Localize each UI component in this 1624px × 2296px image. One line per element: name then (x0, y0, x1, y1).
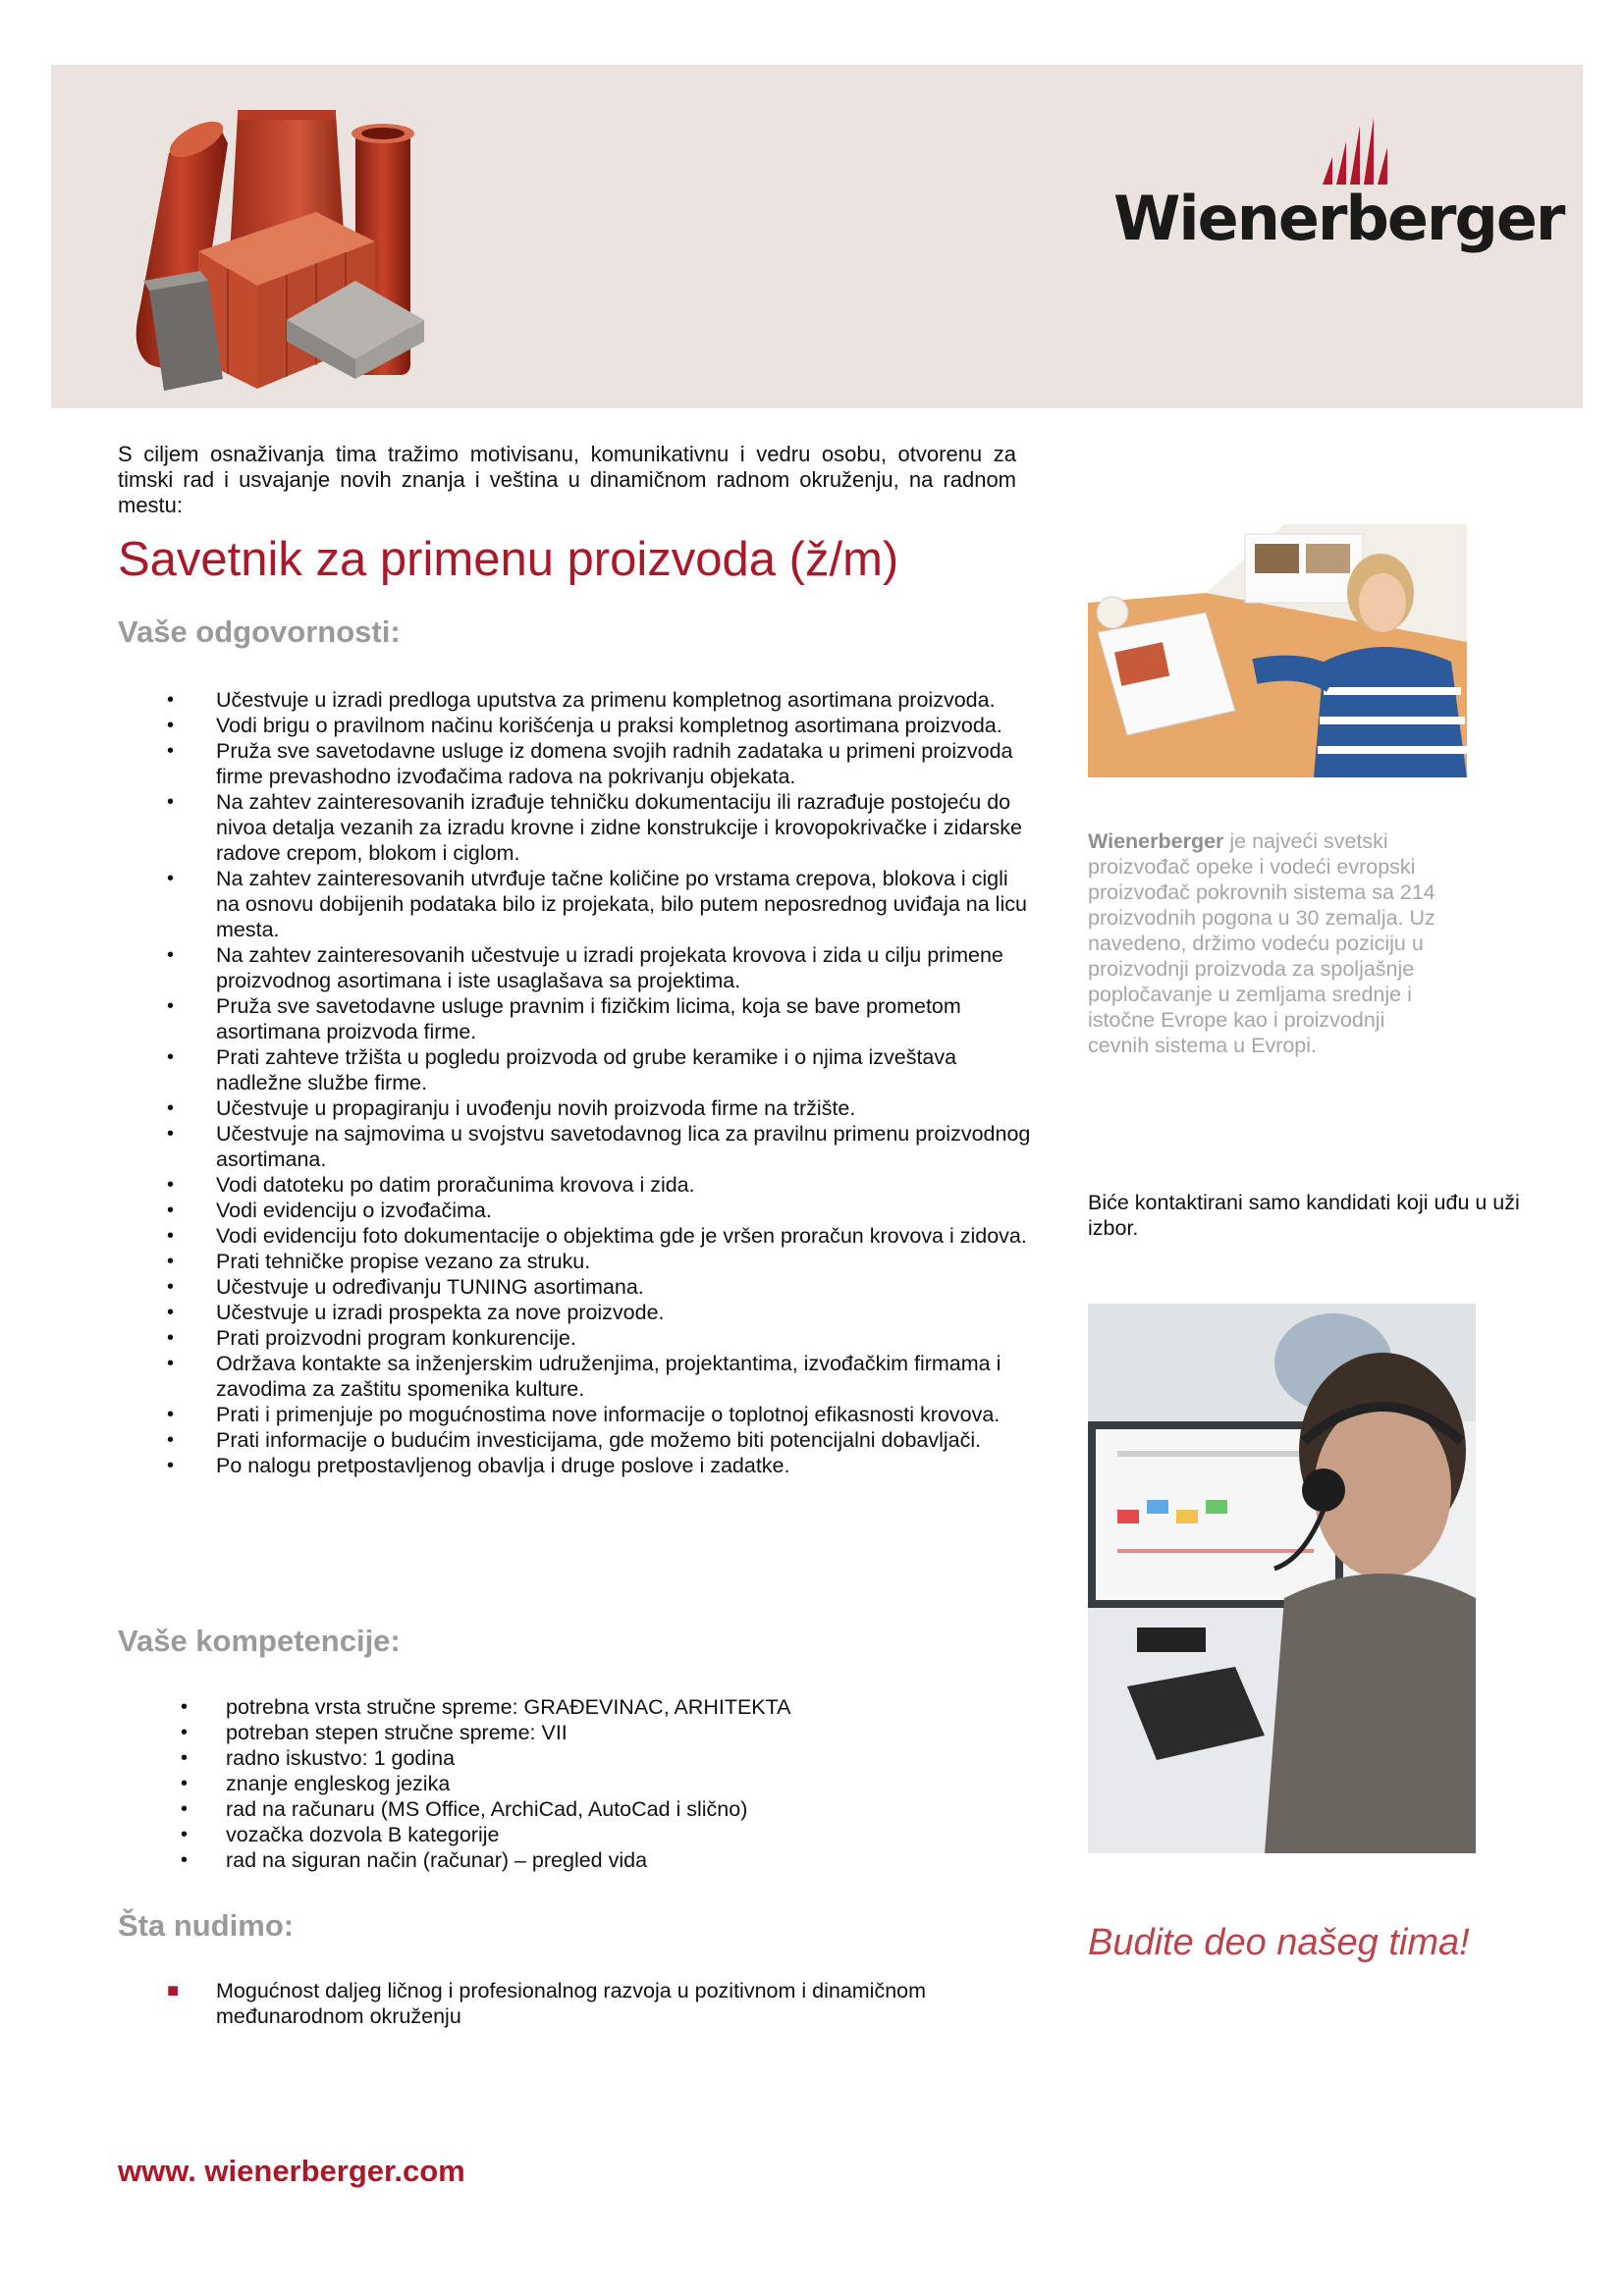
responsibilities-list (167, 687, 1031, 1478)
header-banner (51, 65, 1583, 408)
list-item-text: Na zahtev zainteresovanih utvrđuje tačne količine po vrstama crepova, blokova i cigli na osnovu dobijenih podataka bilo iz projekata, bilo putem neposrednog uviđaja na licu mesta. (216, 867, 1027, 941)
list-item-text: potrebna vrsta stručne spreme: GRAĐEVINAC, ARHITEKTA (226, 1695, 791, 1719)
list-item (167, 1351, 1031, 1402)
competencies-list (181, 1694, 913, 1873)
bullet-icon: • (167, 995, 175, 1017)
responsibilities-heading: Vaše odgovornosti: (118, 614, 401, 649)
bullet-icon: • (181, 1722, 189, 1743)
bullet-icon: • (167, 944, 175, 966)
list-item-text: znanje engleskog jezika (226, 1772, 451, 1795)
list-item-text: Učestvuje u propagiranju i uvođenju novih proizvoda firme na tržište. (216, 1096, 856, 1120)
bullet-icon: • (181, 1824, 189, 1845)
slogan: Budite deo našeg tima! (1088, 1922, 1470, 1963)
bullet-icon: • (181, 1747, 189, 1769)
list-item (181, 1745, 913, 1771)
list-item-text: Održava kontakte sa inženjerskim udruženjima, projektantima, izvođačkim firmama i zavodima za zaštitu spomenika kulture. (216, 1352, 1001, 1401)
company-blurb-text: je najveći svetski proizvođač opeke i vodeći evropski proizvođač pokrovnih sistema sa 214 proizvodnih pogona u 30 zemalja. Uz navedeno, držimo vodeću poziciju u proizvodnji proizvoda za spoljašnje popločavanje u zemljama srednje i istočne Evrope kao i proizvodnji cevnih sistema u Evropi. (1088, 829, 1435, 1057)
logo-wordmark: Wienerberger (1113, 183, 1564, 254)
bullet-icon: • (167, 868, 175, 889)
job-title: Savetnik za primenu proizvoda (ž/m) (118, 533, 899, 586)
bullet-icon: • (181, 1849, 189, 1871)
list-item-text: Vodi evidenciju o izvođačima. (216, 1199, 492, 1222)
list-item-text: Pruža sve savetodavne usluge iz domena svojih radnih zadataka u primeni proizvoda firme prevashodno izvođačima radova na pokrivanju objekata. (216, 739, 1013, 788)
list-item (167, 1427, 1031, 1453)
bullet-icon: • (167, 791, 175, 813)
bullet-icon: • (167, 1251, 175, 1272)
list-item (181, 1771, 913, 1796)
list-item (167, 866, 1031, 942)
list-item-text: vozačka dozvola B kategorije (226, 1823, 500, 1846)
list-item (167, 1095, 1031, 1121)
list-item-text: Prati proizvodni program konkurencije. (216, 1326, 576, 1350)
list-item-text: Vodi brigu o pravilnom načinu korišćenja u praksi kompletnog asortimana proizvoda. (216, 714, 1002, 737)
list-item (167, 1325, 1031, 1351)
list-item (167, 738, 1031, 789)
intro-text: S ciljem osnaživanja tima tražimo motivisanu, komunikativnu i vedru osobu, otvorenu za timski rad i usvajanje novih znanja i veština u dinamičnom radnom okruženju, na radnom mestu: (118, 442, 1016, 517)
list-item-text: Vodi datoteku po datim proračunima krovova i zida. (216, 1173, 695, 1197)
list-item (167, 1198, 1031, 1223)
company-name: Wienerberger (1088, 829, 1224, 853)
offer-heading: Šta nudimo: (118, 1908, 295, 1943)
list-item-text: Pruža sve savetodavne usluge pravnim i fizičkim licima, koja se bave prometom asortimana proizvoda firme. (216, 994, 961, 1043)
bullet-icon: • (167, 1046, 175, 1068)
bullet-icon: • (167, 1429, 175, 1451)
website-link[interactable]: www. wienerberger.com (118, 2154, 465, 2188)
list-item (167, 1978, 1001, 2029)
list-item (167, 993, 1031, 1044)
list-item (181, 1847, 913, 1873)
competencies-heading: Vaše kompetencije: (118, 1624, 401, 1658)
bullet-icon: • (181, 1773, 189, 1794)
bullet-icon: • (181, 1696, 189, 1718)
list-item (181, 1822, 913, 1847)
list-item (167, 1044, 1031, 1095)
list-item (181, 1694, 913, 1720)
list-item (167, 1223, 1031, 1249)
bullet-icon: • (167, 1276, 175, 1298)
company-description (1088, 828, 1441, 1058)
list-item (167, 1402, 1031, 1427)
list-item (167, 789, 1031, 866)
list-item-text: Učestvuje na sajmovima u svojstvu savetodavnog lica za pravilnu primenu proizvodnog asortimana. (216, 1122, 1031, 1171)
list-item-text: potreban stepen stručne spreme: VII (226, 1721, 568, 1744)
list-item (167, 1121, 1031, 1172)
list-item (167, 1300, 1031, 1325)
list-item-text: Prati i primenjuje po mogućnostima nove informacije o toplotnoj efikasnosti krovova. (216, 1403, 1001, 1426)
wienerberger-logo (1113, 118, 1564, 265)
list-item (167, 1274, 1031, 1300)
list-item (167, 942, 1031, 993)
bullet-icon: • (167, 1327, 175, 1349)
building-products-image (90, 84, 522, 399)
bullet-icon: • (167, 689, 175, 711)
list-item-text: Učestvuje u izradi prospekta za nove proizvode. (216, 1301, 665, 1324)
list-item (167, 713, 1031, 738)
list-item-text: Mogućnost daljeg ličnog i profesionalnog razvoja u pozitivnom i dinamičnom međunarodnom okruženju (216, 1979, 927, 2028)
list-item (167, 1172, 1031, 1198)
bullet-icon: • (181, 1798, 189, 1820)
list-item (167, 1249, 1031, 1274)
list-item-text: Na zahtev zainteresovanih učestvuje u izradi projekata krovova i zida u cilju primene proizvodnog asortimana i iste usaglašava sa projektima. (216, 943, 1003, 992)
list-item-text: Na zahtev zainteresovanih izrađuje tehničku dokumentaciju ili razrađuje postojeću do nivoa detalja vezanih za izradu krovne i zidne konstrukcije i krovopokrivačke i zidarske radove crepom, blokom i ciglom. (216, 790, 1022, 865)
bullet-icon: • (167, 1225, 175, 1247)
bullet-icon: ■ (167, 1980, 180, 2002)
offer-list (167, 1978, 1001, 2029)
list-item-text: Učestvuje u izradi predloga uputstva za primenu kompletnog asortimana proizvoda. (216, 688, 996, 712)
list-item-text: radno iskustvo: 1 godina (226, 1746, 456, 1770)
list-item-text: Prati zahteve tržišta u pogledu proizvoda od grube keramike i o njima izveštava nadležne službe firme. (216, 1045, 957, 1095)
list-item-text: Učestvuje u određivanju TUNING asortimana. (216, 1275, 644, 1299)
list-item (167, 687, 1031, 713)
logo-mark-icon (1323, 118, 1391, 185)
bullet-icon: • (167, 1174, 175, 1196)
bullet-icon: • (167, 740, 175, 762)
bullet-icon: • (167, 1123, 175, 1145)
bullet-icon: • (167, 1302, 175, 1323)
list-item-text: rad na računaru (MS Office, ArchiCad, AutoCad i slično) (226, 1797, 748, 1821)
list-item (181, 1796, 913, 1822)
list-item (181, 1720, 913, 1745)
bullet-icon: • (167, 1200, 175, 1221)
list-item (167, 1453, 1031, 1478)
list-item-text: rad na siguran način (računar) – pregled vida (226, 1848, 648, 1872)
bullet-icon: • (167, 1097, 175, 1119)
bullet-icon: • (167, 715, 175, 736)
contact-note: Biće kontaktirani samo kandidati koji uđu u uži izbor. (1088, 1191, 1520, 1240)
list-item-text: Prati tehničke propise vezano za struku. (216, 1250, 591, 1273)
man-with-headset-photo (1088, 1304, 1476, 1853)
list-item-text: Po nalogu pretpostavljenog obavlja i druge poslove i zadatke. (216, 1454, 790, 1477)
bullet-icon: • (167, 1404, 175, 1425)
bullet-icon: • (167, 1455, 175, 1476)
list-item-text: Prati informacije o budućim investicijama, gde možemo biti potencijalni dobavljači. (216, 1428, 982, 1452)
woman-reading-catalog-photo (1088, 524, 1467, 777)
list-item-text: Vodi evidenciju foto dokumentacije o objektima gde je vršen proračun krovova i zidova. (216, 1224, 1027, 1248)
bullet-icon: • (167, 1353, 175, 1374)
